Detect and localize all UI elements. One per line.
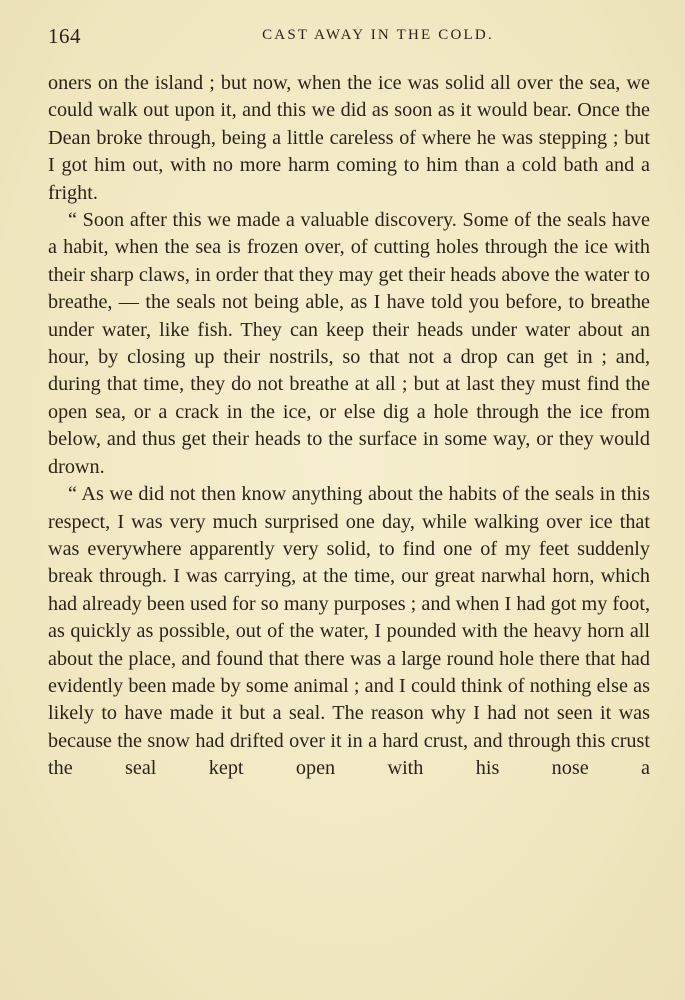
page-number: 164 (48, 24, 81, 48)
running-title: CAST AWAY IN THE COLD. (262, 27, 494, 43)
paragraph-3: “ As we did not then know anything about the habits of the seals in this respect, I was very much surprised one day, while walking over ice that was everywhere apparently very solid, to find one of my feet suddenly break through. I was carrying, at the time, our great narwhal horn, which had already been used for so many purposes ; and when I had got my foot, as quickly as possible, out of the water, I pounded with the heavy horn all about the place, and found that there was a large round hole there that had evidently been made by some animal ; and I could think of nothing else as likely to have made it but a seal. The reason why I had not seen it was because the snow had drifted over it in a hard crust, and through this crust the seal kept open with his nose a (48, 483, 650, 780)
paragraph-2: “ Soon after this we made a valuable discovery. Some of the seals have a habit, when the sea is frozen over, of cutting holes through the ice with their sharp claws, in order that they may get their heads above the water to breathe, — the seals not being able, as I have told you before, to breathe under water, like fish. They can keep their heads under water about an hour, by closing up their nostrils, so that not a drop can get in ; and, during that time, they do not breathe at all ; but at last they must find the open sea, or a crack in the ice, or else dig a hole through the ice from below, and thus get their heads to the surface in some way, or they would drown. (48, 209, 650, 478)
body-text (48, 70, 650, 783)
running-head (48, 24, 650, 50)
paragraph-1: oners on the island ; but now, when the ice was solid all over the sea, we could walk out upon it, and this we did as soon as it would bear. Once the Dean broke through, being a little careless of where he was stepping ; but I got him out, with no more harm coming to him than a cold bath and a fright. (48, 72, 650, 204)
